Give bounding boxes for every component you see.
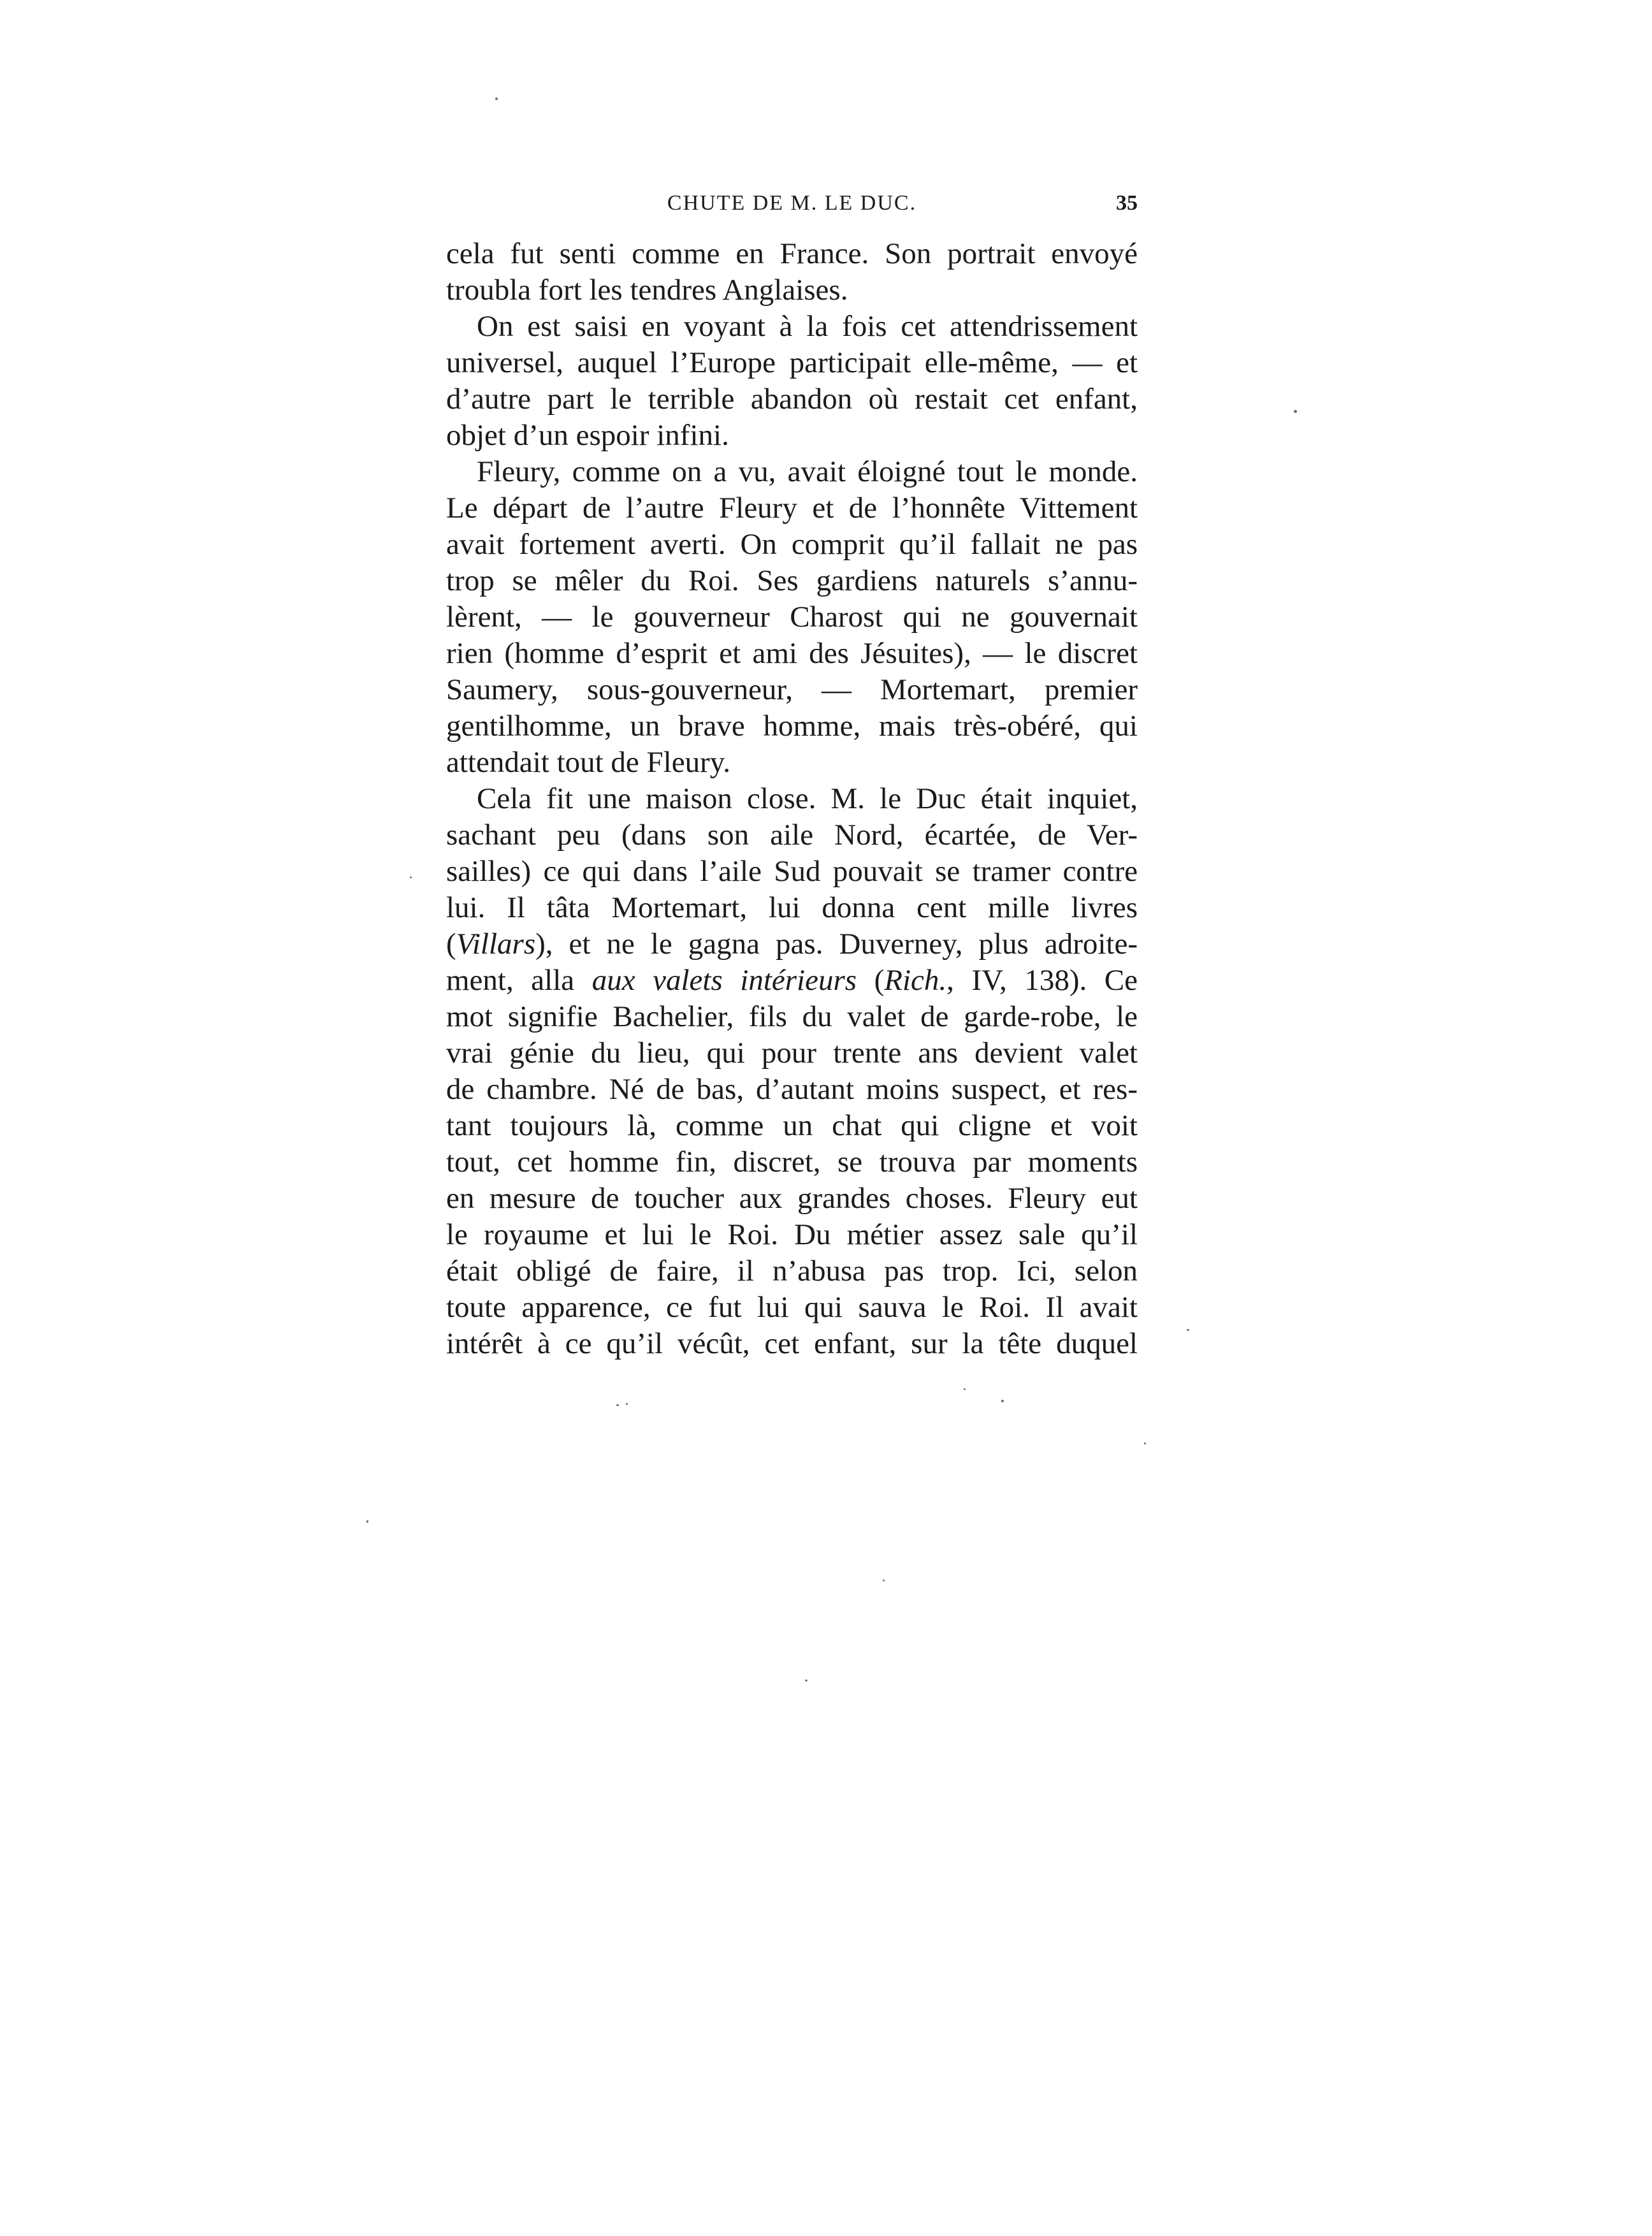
text-line: avait fortement averti. On comprit qu’il fallait ne pas <box>446 528 1138 561</box>
text-line: de chambre. Né de bas, d’autant moins suspect, et res- <box>446 1073 1138 1106</box>
text-line: (Villars), et ne le gagna pas. Duverney, plus adroite- <box>446 927 1138 961</box>
text-line: était obligé de faire, il n’abusa pas trop. Ici, selon <box>446 1254 1138 1288</box>
text-line: sachant peu (dans son aile Nord, écartée, de Ver- <box>446 818 1138 852</box>
text-line: le royaume et lui le Roi. Du métier assez sale qu’il <box>446 1218 1138 1251</box>
text-line: en mesure de toucher aux grandes choses. Fleury eut <box>446 1182 1138 1215</box>
text-line: ment, alla aux valets intérieurs (Rich., IV, 138). Ce <box>446 964 1138 997</box>
text-line: Le départ de l’autre Fleury et de l’honnête Vittement <box>446 491 1138 525</box>
text-line: On est saisi en voyant à la fois cet attendrissement <box>477 310 1138 343</box>
text-line: troubla fort les tendres Anglaises. <box>446 273 848 307</box>
text-line: attendait tout de Fleury. <box>446 746 730 779</box>
text-line: universel, auquel l’Europe participait elle-même, — et <box>446 346 1138 379</box>
text-line: intérêt à ce qu’il vécût, cet enfant, sur la tête duquel <box>446 1327 1138 1360</box>
text-line: tant toujours là, comme un chat qui cligne et voit <box>446 1109 1138 1142</box>
text-line: gentilhomme, un brave homme, mais très-obéré, qui <box>446 709 1138 743</box>
scan-speck <box>626 1403 628 1405</box>
text-line: d’autre part le terrible abandon où restait cet enfant, <box>446 382 1138 416</box>
scan-speck <box>1144 1442 1146 1444</box>
scan-speck <box>1294 410 1297 413</box>
scan-speck <box>883 1579 885 1581</box>
running-title: CHUTE DE M. LE DUC. <box>667 191 917 215</box>
text-line: vrai génie du lieu, qui pour trente ans devient valet <box>446 1036 1138 1070</box>
page-header <box>446 191 1138 229</box>
text-line: rien (homme d’esprit et ami des Jésuites), — le discret <box>446 637 1138 670</box>
scan-speck <box>805 1680 808 1681</box>
scan-speck <box>410 876 412 878</box>
scan-speck <box>495 98 498 100</box>
page-number: 35 <box>1116 191 1138 215</box>
text-line: Saumery, sous-gouverneur, — Mortemart, premier <box>446 673 1138 706</box>
scan-speck <box>1187 1329 1189 1331</box>
text-line: Cela fit une maison close. M. le Duc était inquiet, <box>477 782 1138 815</box>
text-line: trop se mêler du Roi. Ses gardiens naturels s’annu- <box>446 564 1138 597</box>
body-text <box>446 236 1138 1362</box>
text-line: toute apparence, ce fut lui qui sauva le Roi. Il avait <box>446 1291 1138 1324</box>
scan-speck <box>366 1520 368 1523</box>
text-line: tout, cet homme fin, discret, se trouva par moments <box>446 1145 1138 1179</box>
text-line: cela fut senti comme en France. Son portrait envoyé <box>446 237 1138 270</box>
scan-speck <box>1001 1400 1004 1402</box>
text-line: sailles) ce qui dans l’aile Sud pouvait se tramer contre <box>446 855 1138 888</box>
text-line: lui. Il tâta Mortemart, lui donna cent mille livres <box>446 891 1138 924</box>
scan-speck <box>616 1404 619 1406</box>
text-line: mot signifie Bachelier, fils du valet de garde-robe, le <box>446 1000 1138 1033</box>
text-line: Fleury, comme on a vu, avait éloigné tout le monde. <box>477 455 1138 488</box>
text-line: lèrent, — le gouverneur Charost qui ne gouvernait <box>446 600 1138 634</box>
scan-speck <box>964 1388 966 1390</box>
text-line: objet d’un espoir infini. <box>446 419 729 452</box>
